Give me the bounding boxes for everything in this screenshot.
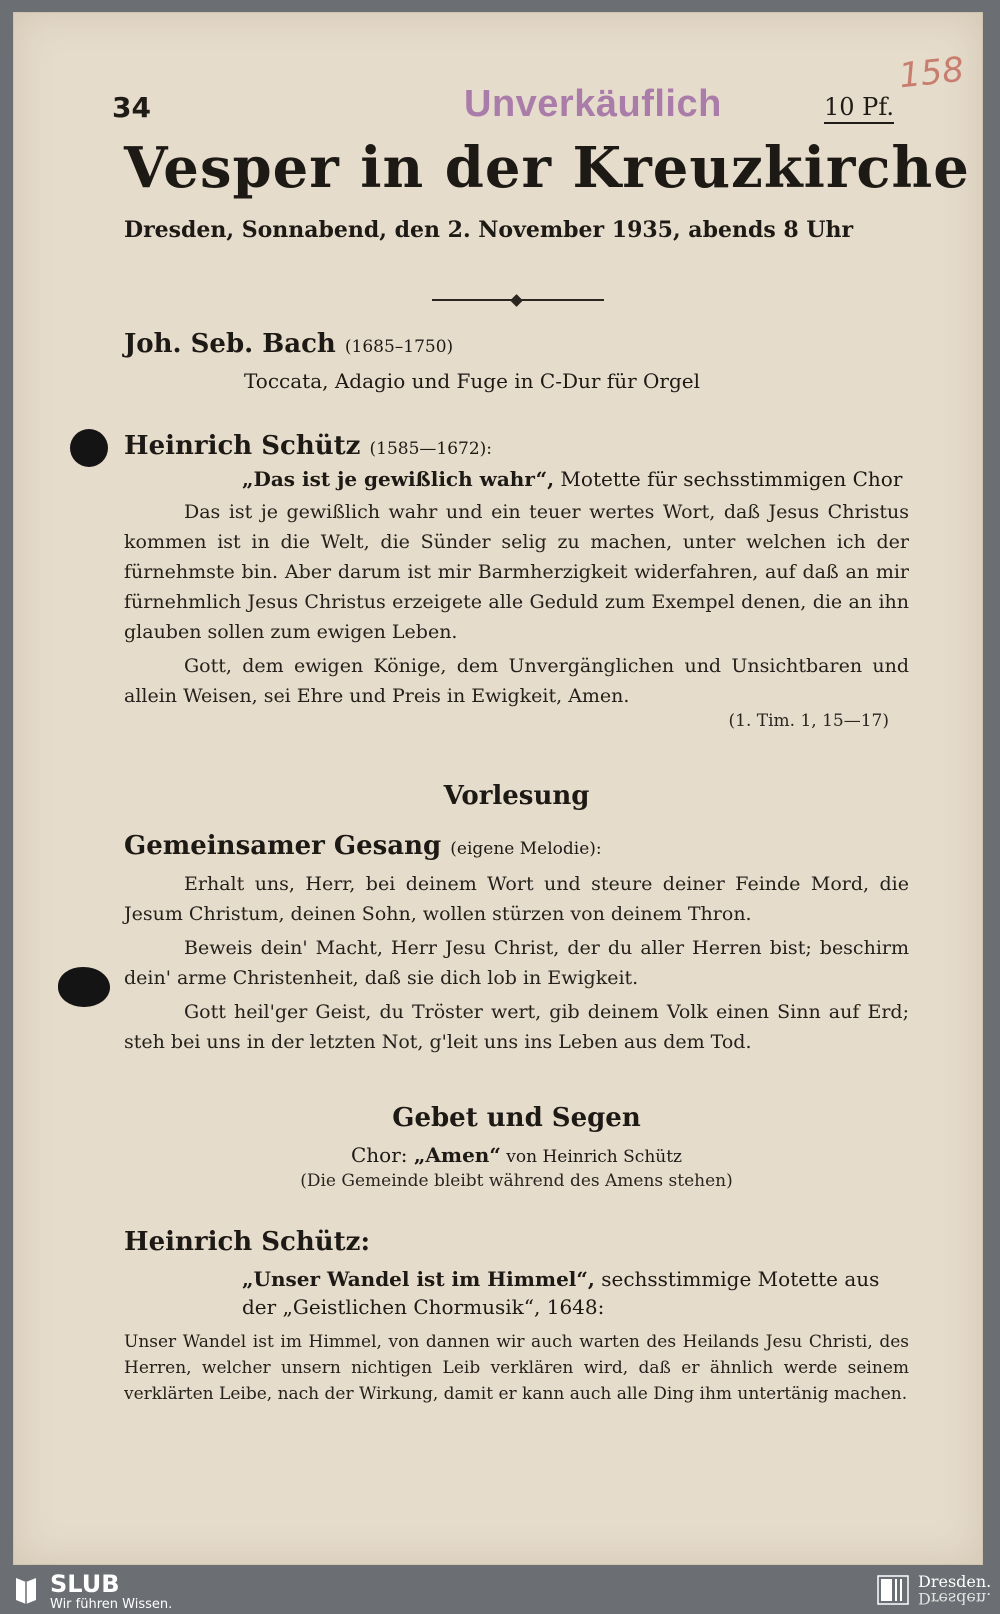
work-title <box>242 1265 909 1321</box>
reading-heading: Vorlesung <box>443 781 590 811</box>
work-name: „Unser Wandel ist im Himmel“, <box>242 1267 595 1291</box>
ornament-divider <box>432 295 604 305</box>
prayer-heading: Gebet und Segen <box>392 1103 641 1133</box>
composer-name: Joh. Seb. Bach <box>124 329 336 359</box>
library-name[interactable]: SLUB <box>50 1570 120 1598</box>
event-date: Dresden, Sonnabend, den 2. November 1935, abends 8 Uhr <box>124 217 854 243</box>
bible-reference: (1. Tim. 1, 15—17) <box>728 711 889 731</box>
choir-work: „Amen“ <box>413 1143 501 1167</box>
program-item-bach <box>124 329 909 393</box>
program-item-hymn <box>124 831 909 1057</box>
composer-name: Heinrich Schütz <box>124 431 361 461</box>
motet-text: Gott, dem ewigen Könige, dem Unvergänglichen und Unsichtbaren und allein Weisen, sei Ehre und Preis in Ewigkeit, Amen. <box>124 655 909 707</box>
choir-composer: von Heinrich Schütz <box>500 1147 682 1167</box>
price: 10 Pf. <box>824 93 894 124</box>
choir-line <box>124 1143 909 1167</box>
page-title: Vesper in der Kreuzkirche <box>124 135 970 201</box>
library-tagline: Wir führen Wissen. <box>50 1597 173 1612</box>
punch-hole <box>70 429 108 467</box>
dresden-coat-of-arms-icon[interactable] <box>876 1574 910 1606</box>
composer-dates: (1585—1672): <box>369 439 493 459</box>
page-number: 34 <box>112 91 151 124</box>
work-title <box>242 467 909 491</box>
unverkaeuflich-stamp: Unverkäuflich <box>464 83 722 125</box>
program-item-schuetz-1 <box>124 431 909 731</box>
hymn-verse: Erhalt uns, Herr, bei deinem Wort und steure deiner Feinde Mord, die Jesum Christum, deinen Sohn, wollen stürzen von deinem Thron. <box>124 873 909 925</box>
work-title: Toccata, Adagio und Fuge in C-Dur für Orgel <box>244 369 700 393</box>
document-page <box>13 12 983 1565</box>
hymn-heading: Gemeinsamer Gesang <box>124 831 442 861</box>
slub-book-icon[interactable] <box>14 1574 38 1604</box>
motet-text: Das ist je gewißlich wahr und ein teuer wertes Wort, daß Jesus Christus kommen ist in die Welt, die Sünder selig zu machen, unter welchen ich der fürnehmste bin. Aber darum ist mir Barmherzigkeit widerfahren, auf daß an mir fürnehmlich Jesus Christus erzeigete alle Geduld zum Exempel denen, die an ihn glauben sollen zum ewigen Leben. <box>124 501 909 643</box>
choir-label: Chor: <box>351 1143 414 1167</box>
composer-name: Heinrich Schütz: <box>124 1227 371 1257</box>
footer-bar <box>0 1566 1000 1614</box>
page-header <box>112 83 894 127</box>
dresden-logo-text[interactable]: Dresden. Dresden. <box>918 1572 992 1608</box>
work-name: „Das ist je gewißlich wahr“, <box>242 467 555 491</box>
motet-text: Unser Wandel ist im Himmel, von dannen wir auch warten des Heilands Jesu Christi, des Herren, welcher unsern nichtigen Leib verklären wird, daß er ähnlich werde seinem verklärten Leibe, nach der Wirkung, damit er kann auch alle Ding ihm untertänig machen. <box>124 1332 909 1404</box>
congregation-note: (Die Gemeinde bleibt während des Amens stehen) <box>300 1171 733 1191</box>
hymn-verse: Beweis dein' Macht, Herr Jesu Christ, der du aller Herren bist; beschirm dein' arme Christenheit, daß sie dich lob in Ewigkeit. <box>124 937 909 989</box>
program-item-prayer <box>124 1103 909 1191</box>
work-description: sechsstimmige Motette aus der „Geistlichen Chormusik“, 1648: <box>242 1267 880 1319</box>
composer-dates: (1685–1750) <box>344 337 454 357</box>
program-item-schuetz-2 <box>124 1227 909 1407</box>
punch-hole <box>58 967 110 1007</box>
pencil-note: 158 <box>897 49 966 97</box>
hymn-note: (eigene Melodie): <box>450 839 602 859</box>
work-description: Motette für sechsstimmigen Chor <box>554 467 903 491</box>
hymn-verse: Gott heil'ger Geist, du Tröster wert, gib deinem Volk einen Sinn auf Erd; steh bei uns in der letzten Not, g'leit uns ins Leben aus dem Tod. <box>124 1001 909 1053</box>
